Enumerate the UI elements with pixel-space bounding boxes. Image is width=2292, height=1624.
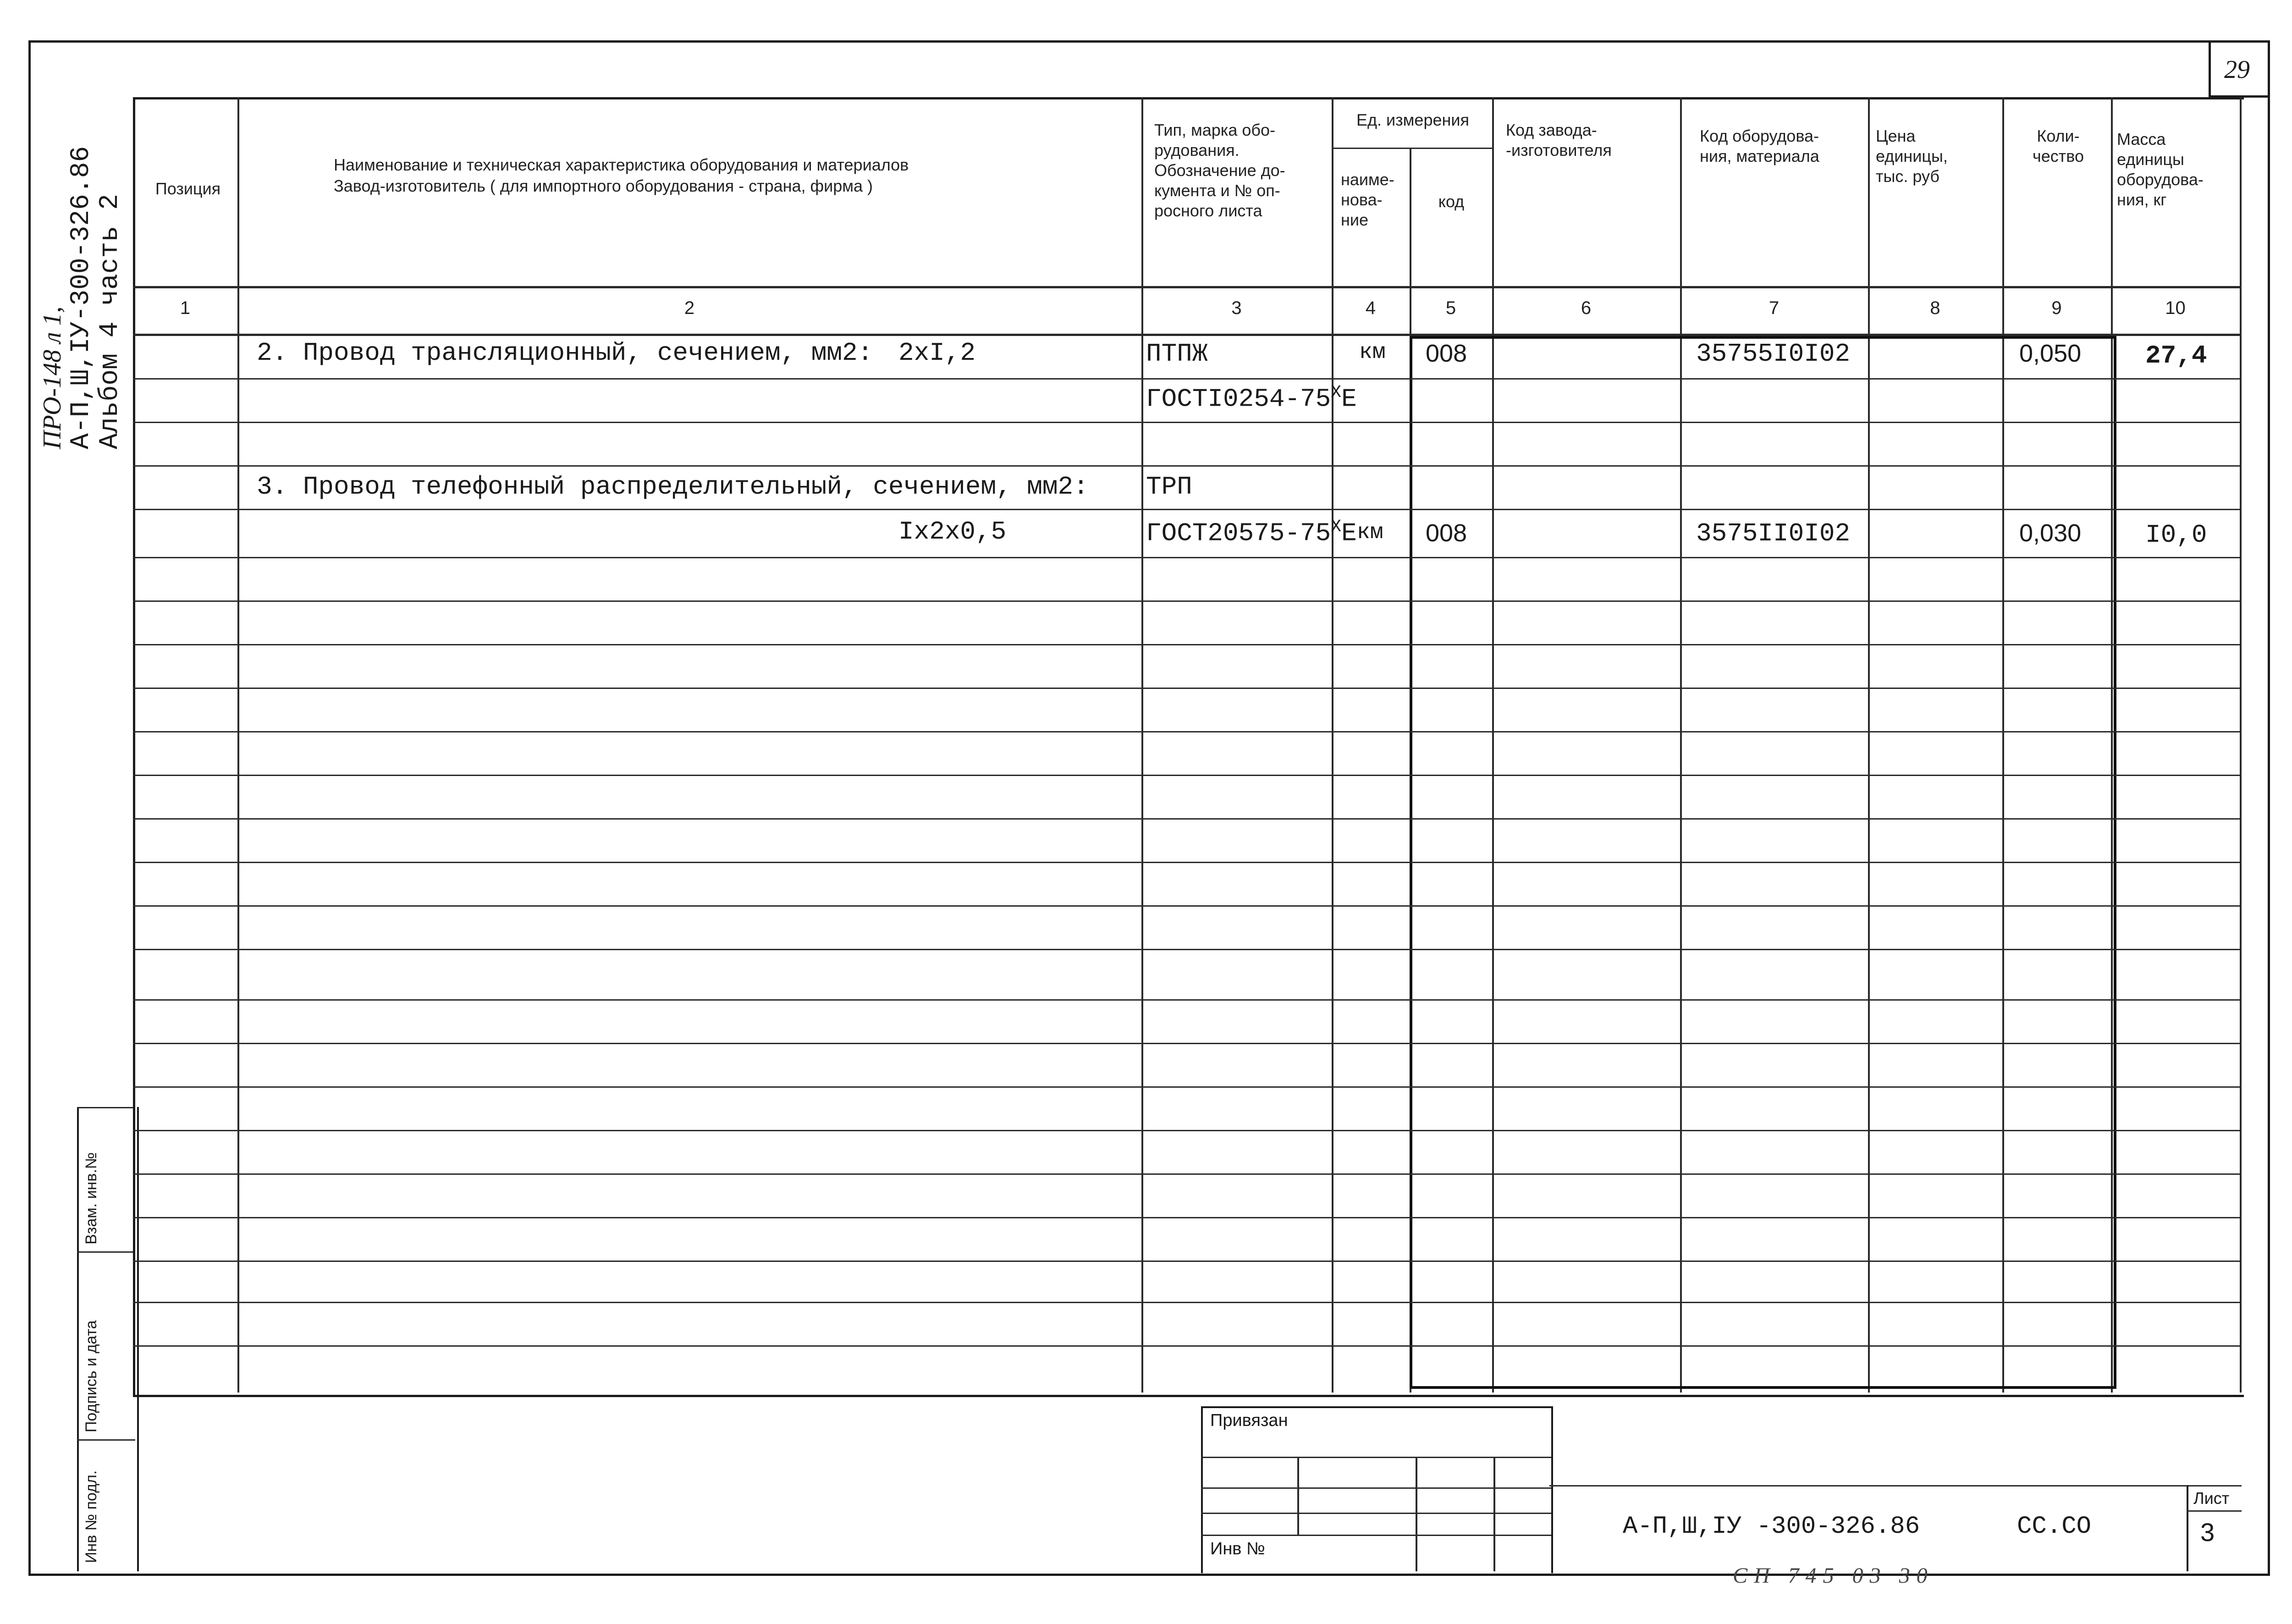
privyazan-col <box>1297 1457 1299 1535</box>
margin-stamp-line1: ПРО-148 л 1, <box>38 306 66 449</box>
header-mass-line: единицы <box>2117 150 2184 169</box>
header-unit-name-line: ние <box>1341 210 1369 229</box>
header-maker-line: Код завода- <box>1506 121 1597 139</box>
header-mass-line: оборудова- <box>2117 170 2204 189</box>
row4-qty: 0,030 <box>2019 519 2082 547</box>
doc-code: А-П,Ш,IУ -300-326.86 <box>1623 1513 1920 1541</box>
row-line <box>133 465 2242 467</box>
bottom-stamp: СП 745 03 30 <box>1733 1563 1934 1588</box>
side-strip-divider <box>77 1439 135 1441</box>
side-strip-divider <box>77 1107 135 1108</box>
row4-unit: км <box>1357 520 1383 545</box>
header-price-line: Цена <box>1876 127 1916 145</box>
row4-name-tail: Iх2х0,5 <box>898 517 1007 546</box>
header-maker-code <box>1506 120 1675 160</box>
row-line <box>133 1173 2242 1175</box>
row-line <box>133 949 2242 950</box>
header-type-line: рудования. <box>1154 141 1240 160</box>
row1-unit: км <box>1359 340 1386 365</box>
row-line <box>133 378 2242 380</box>
header-unit-name <box>1341 170 1410 230</box>
header-equip-line: Код оборудова- <box>1700 127 1819 145</box>
header-position: Позиция <box>155 179 221 198</box>
row-line <box>133 644 2242 645</box>
row1-name-tail: 2хI,2 <box>898 338 976 368</box>
header-unit-name-line: наиме- <box>1341 170 1394 189</box>
header-divider <box>133 286 2242 288</box>
header-name-line1: Наименование и техническая характеристика оборудования и материалов <box>334 155 909 174</box>
row1-type: ПТПЖ <box>1146 339 1208 369</box>
header-equip-code <box>1700 126 1865 166</box>
row3-type: ТРП <box>1146 472 1192 501</box>
doc-mark: СС.СО <box>2017 1513 2092 1541</box>
side-strip-divider <box>77 1251 135 1253</box>
row-line <box>133 1345 2242 1347</box>
row2-type <box>1146 383 1357 414</box>
header-mass-line: Масса <box>2117 130 2166 149</box>
col-number: 10 <box>2165 298 2186 318</box>
header-name-line2: Завод-изготовитель ( для импортного оборудования - страна, фирма ) <box>334 176 873 195</box>
row-line <box>133 1217 2242 1218</box>
row-line <box>133 1130 2242 1131</box>
row-line <box>133 818 2242 820</box>
col-number: 3 <box>1231 298 1242 318</box>
side-label-inv: Инв № подл. <box>83 1470 100 1563</box>
row3-name: 3. Провод телефонный распределительный, сечением, мм2: <box>257 472 1089 501</box>
col-number: 5 <box>1445 298 1456 318</box>
privyazan-line <box>1201 1457 1551 1458</box>
margin-stamp-line3: Альбом 4 часть 2 <box>95 194 125 449</box>
list-number: 3 <box>2200 1518 2215 1547</box>
row1-mass: 27,4 <box>2145 341 2207 370</box>
side-label-podpis: Подпись и дата <box>83 1320 100 1432</box>
col-line <box>237 97 239 1393</box>
row-line <box>133 1086 2242 1088</box>
row4-type-text: ГОСТ20575-75 <box>1146 518 1331 548</box>
col-number: 8 <box>1930 298 1940 318</box>
header-unit: Ед. измерения <box>1356 110 1469 129</box>
row-line <box>133 905 2242 907</box>
privyazan-col <box>1493 1457 1495 1571</box>
privyazan-line <box>1201 1513 1551 1514</box>
privyazan-col <box>1416 1457 1417 1571</box>
header-type-line: Тип, марка обо- <box>1154 121 1276 139</box>
row4-type-suffix: Е <box>1341 518 1357 548</box>
row4-unit-code: 008 <box>1426 519 1467 547</box>
row1-qty: 0,050 <box>2019 340 2082 367</box>
header-price-line: единицы, <box>1876 147 1948 165</box>
title-block <box>133 1393 2242 1571</box>
row4-type-sup: Х <box>1331 517 1342 537</box>
col-number: 1 <box>180 298 191 318</box>
row2-type-sup: Х <box>1331 383 1342 402</box>
sheet-number-top: 29 <box>2224 55 2250 84</box>
header-qty-line: чество <box>2032 147 2084 165</box>
margin-stamp-line2: А-П,Ш,IУ-300-326.86 <box>66 146 96 449</box>
privyazan-line <box>1201 1487 1551 1489</box>
unit-subheader-divider <box>1332 148 1492 149</box>
header-equip-line: ния, материала <box>1700 147 1819 165</box>
header-unit-code: код <box>1438 192 1465 211</box>
row-line <box>133 422 2242 423</box>
header-qty-line: Коли- <box>2037 127 2080 145</box>
list-label: Лист <box>2193 1489 2230 1508</box>
col-line <box>1141 97 1143 1393</box>
row1-equip-code: 35755I0I02 <box>1696 339 1851 369</box>
header-unit-name-line: нова- <box>1341 190 1383 209</box>
row4-equip-code: 3575II0I02 <box>1696 519 1851 548</box>
row-line <box>133 731 2242 732</box>
row2-type-text: ГОСТI0254-75 <box>1146 384 1331 414</box>
row2-type-suffix: Е <box>1341 384 1357 414</box>
header-price <box>1876 126 2000 187</box>
row-line <box>133 600 2242 602</box>
row-line <box>133 509 2242 510</box>
col-line <box>1332 97 1333 1393</box>
header-mass-line: ния, кг <box>2117 190 2167 209</box>
header-price-line: тыс. руб <box>1876 167 1940 186</box>
row-line <box>133 557 2242 558</box>
row1-unit-code: 008 <box>1426 340 1467 367</box>
row-line <box>133 1043 2242 1044</box>
col-number: 7 <box>1769 298 1780 318</box>
row-line <box>133 775 2242 776</box>
col-line <box>2240 97 2242 1393</box>
side-label-vzam: Взам. инв.№ <box>83 1152 100 1244</box>
inv-number-label: Инв № <box>1210 1539 1265 1558</box>
col-number: 9 <box>2051 298 2062 318</box>
col-number: 4 <box>1365 298 1376 318</box>
row-line <box>133 862 2242 863</box>
row-line <box>133 1261 2242 1262</box>
header-qty <box>2008 126 2109 166</box>
header-type-line: кумента и № оп- <box>1154 181 1280 200</box>
header-mass <box>2117 129 2238 210</box>
row4-mass: I0,0 <box>2145 520 2207 550</box>
header-type <box>1154 120 1328 221</box>
row4-type <box>1146 517 1357 548</box>
row-line <box>133 999 2242 1001</box>
header-type-line: росного листа <box>1154 201 1262 220</box>
privyazan-label: Привязан <box>1210 1411 1288 1430</box>
col-number: 6 <box>1581 298 1592 318</box>
list-box-divider <box>2187 1510 2242 1512</box>
row1-name: 2. Провод трансляционный, сечением, мм2: <box>257 338 873 368</box>
col-number: 2 <box>684 298 695 318</box>
header-maker-line: -изготовителя <box>1506 141 1612 160</box>
privyazan-line <box>1201 1535 1551 1536</box>
doc-code-divider <box>1549 1485 2242 1486</box>
row-line <box>133 688 2242 689</box>
row-line <box>133 1302 2242 1303</box>
header-type-line: Обозначение до- <box>1154 161 1285 180</box>
